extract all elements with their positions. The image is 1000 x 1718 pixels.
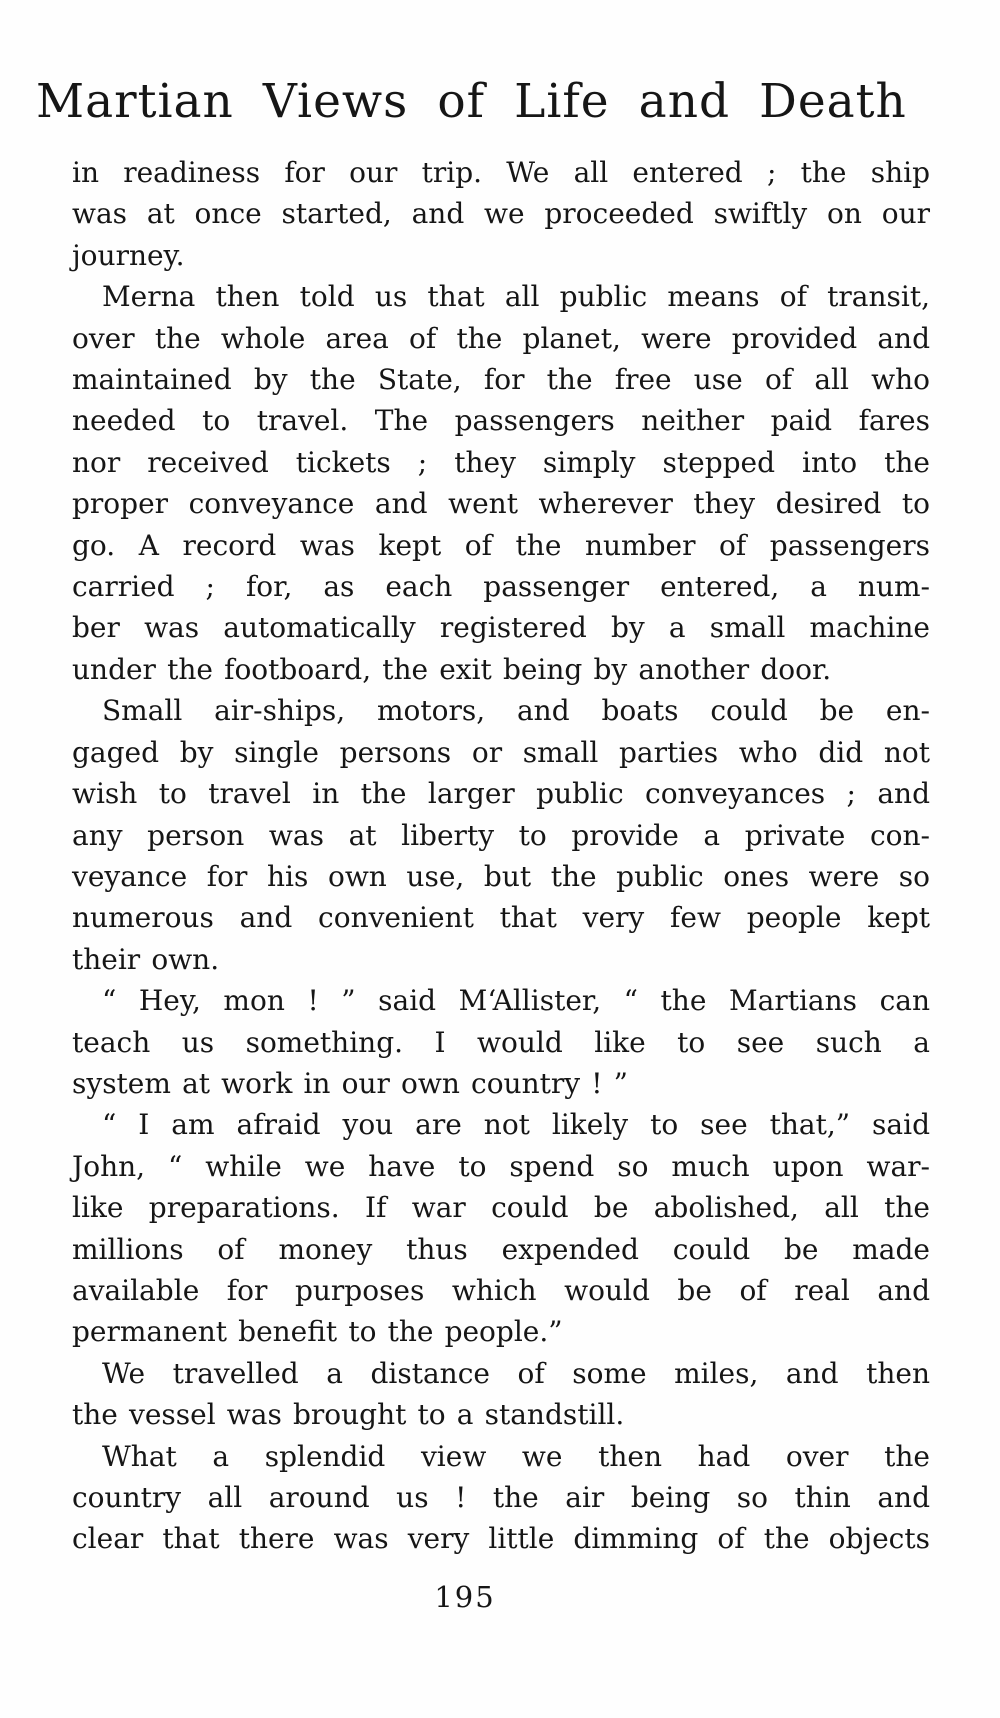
text-line: “ Hey, mon ! ” said M‘Allister, “ the Martians can — [102, 984, 930, 1018]
text-line: country all around us ! the air being so thin and — [72, 1481, 930, 1514]
text-line: teach us something. I would like to see such a — [72, 1025, 930, 1059]
page-number: 195 — [434, 1580, 496, 1614]
text-line: needed to travel. The passengers neither paid fares — [72, 404, 930, 438]
text-line: journey. — [72, 238, 185, 272]
text-line: over the whole area of the planet, were provided and — [72, 321, 930, 355]
text-line: in readiness for our trip. We all entered ; the ship — [72, 156, 930, 189]
text-line: proper conveyance and went wherever they desired to — [72, 487, 930, 521]
text-line: wish to travel in the larger public conveyances ; and — [72, 777, 930, 811]
text-line: Merna then told us that all public means of transit, — [102, 280, 930, 314]
text-line: was at once started, and we proceeded swiftly on our — [72, 197, 930, 231]
text-line: maintained by the State, for the free use of all who — [72, 363, 930, 397]
text-line: gaged by single persons or small parties who did not — [72, 735, 930, 769]
page-title: Martian Views of Life and Death — [36, 74, 907, 129]
text-line: “ I am afraid you are not likely to see that,” said — [102, 1108, 930, 1142]
text-line: like preparations. If war could be abolished, all the — [72, 1191, 930, 1225]
text-line: John, “ while we have to spend so much upon war- — [72, 1149, 930, 1183]
text-line: nor received tickets ; they simply stepped into the — [72, 445, 930, 479]
text-line: clear that there was very little dimming of the objects — [72, 1522, 930, 1556]
text-line: available for purposes which would be of real and — [72, 1273, 930, 1307]
text-line: their own. — [72, 942, 220, 976]
text-line: permanent benefit to the people.” — [72, 1315, 563, 1349]
text-line: Small air-ships, motors, and boats could be en- — [102, 694, 930, 728]
text-line: millions of money thus expended could be made — [72, 1232, 930, 1266]
text-line: We travelled a distance of some miles, and then — [102, 1356, 930, 1390]
text-line: under the footboard, the exit being by another door. — [72, 652, 832, 686]
text-line: system at work in our own country ! ” — [72, 1066, 628, 1100]
text-line: go. A record was kept of the number of passengers — [72, 528, 930, 562]
text-line: carried ; for, as each passenger entered, a num- — [72, 570, 930, 604]
text-line: ber was automatically registered by a small machine — [72, 611, 930, 645]
text-line: numerous and convenient that very few people kept — [72, 901, 930, 935]
page-text — [72, 152, 930, 1560]
text-line: the vessel was brought to a standstill. — [72, 1398, 625, 1432]
text-line: veyance for his own use, but the public ones were so — [72, 859, 930, 893]
text-line: What a splendid view we then had over the — [102, 1439, 930, 1473]
text-line: any person was at liberty to provide a private con- — [72, 818, 930, 852]
